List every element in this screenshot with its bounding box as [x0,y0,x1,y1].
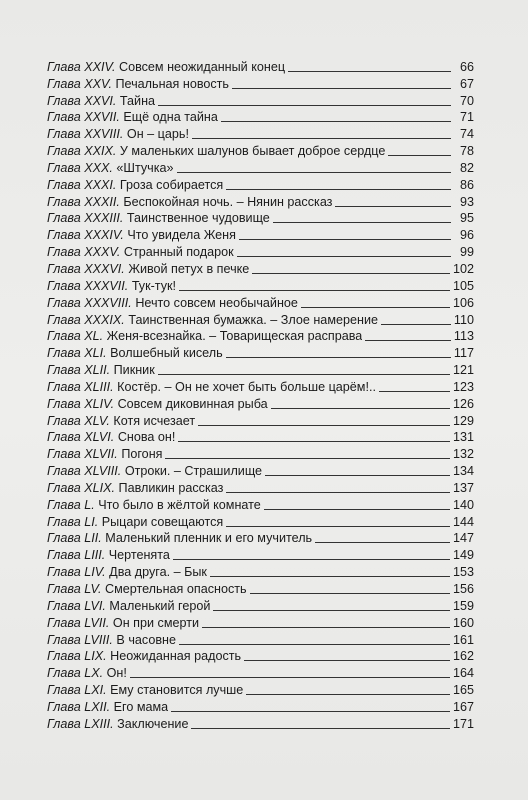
chapter-title: Погоня [121,447,163,462]
leader-line [179,290,450,291]
leader-line [221,121,451,122]
chapter-number: Глава LIX. [47,649,107,664]
page-number: 153 [452,565,474,580]
chapter-title: Таинственная бумажка. – Злое намерение [128,312,378,327]
chapter-title: «Штучка» [116,160,174,175]
leader-line [198,425,450,426]
leader-line [239,239,451,240]
page-number: 159 [452,598,474,613]
chapter-number: Глава XXVIII. [47,127,124,142]
chapter-title: Волшебный кисель [110,346,223,361]
chapter-title: Отроки. – Страшилище [124,464,263,479]
chapter-title: Живой петух в печке [128,261,250,276]
chapter-number: Глава XLVII. [47,447,118,462]
chapter-number: Глава LVI. [47,598,106,613]
page-number: 117 [453,346,474,361]
toc-entry [47,226,474,243]
leader-line [177,172,451,173]
page-number: 123 [452,379,474,394]
page-number: 149 [452,548,474,563]
page-number: 82 [459,160,474,175]
chapter-title: Чертенята [108,548,170,563]
chapter-title: Совсем диковинная рыба [117,396,268,411]
toc-entry [47,277,474,294]
chapter-number: Глава XXXVI. [47,261,125,276]
page-number: 132 [452,447,474,462]
leader-line [226,189,451,190]
chapter-number: Глава XLVIII. [47,464,122,479]
toc-entry [47,109,474,126]
toc-entry [47,715,474,732]
chapter-number: Глава XL. [47,329,104,344]
toc-entry [47,664,474,681]
chapter-number: Глава XXIX. [47,144,117,159]
page-number: 134 [452,464,474,479]
leader-line [210,576,450,577]
toc-entry [47,210,474,227]
toc-entry [47,125,474,142]
toc-entry [47,462,474,479]
toc-entry [47,479,474,496]
chapter-number: Глава XXXV. [47,245,121,260]
toc-entry [47,243,474,260]
chapter-number: Глава XXVI. [47,93,117,108]
chapter-title: Он! [106,666,127,681]
chapter-title: Маленький герой [109,598,211,613]
leader-line [232,88,451,89]
chapter-number: Глава XLV. [47,413,110,428]
chapter-number: Глава XLIV. [47,396,115,411]
leader-line [264,509,450,510]
leader-line [388,155,451,156]
page-number: 74 [459,127,474,142]
leader-line [288,71,451,72]
toc-entry [47,429,474,446]
page-number: 70 [459,93,474,108]
chapter-number: Глава XXXI. [47,177,117,192]
toc-entry [47,546,474,563]
chapter-title: Ещё одна тайна [123,110,218,125]
leader-line [173,559,450,560]
leader-line [192,138,451,139]
chapter-number: Глава LII. [47,531,102,546]
chapter-number: Глава LIV. [47,565,106,580]
toc-entry [47,614,474,631]
page-number: 171 [452,716,474,731]
chapter-title: Заключение [117,716,189,731]
chapter-number: Глава LV. [47,582,102,596]
toc-entry [47,378,474,395]
toc-entry [47,159,474,176]
chapter-number: Глава XXXIII. [47,211,124,226]
leader-line [273,222,451,223]
toc-entry [47,631,474,648]
chapter-number: Глава XXVII. [47,110,120,125]
toc-entry [47,142,474,159]
page-number: 140 [452,497,474,512]
toc-entry [47,681,474,698]
chapter-title: Что увидела Женя [127,228,236,243]
page-number: 95 [459,211,474,226]
chapter-title: В часовне [116,632,176,647]
chapter-title: Рыцари совещаются [101,514,224,529]
leader-line [250,593,450,594]
toc-entry [47,361,474,378]
page-number: 78 [459,144,474,159]
leader-line [265,475,450,476]
chapter-title: Беспокойная ночь. – Нянин рассказ [123,194,333,209]
page-number: 165 [452,683,474,698]
chapter-number: Глава XXIV. [47,59,116,74]
chapter-title: Тайна [119,93,156,108]
leader-line [158,374,450,375]
toc-entry [47,294,474,311]
page-number: 71 [459,110,474,125]
toc-entry [47,496,474,513]
chapter-number: Глава XLIII. [47,379,114,394]
toc-entry [47,445,474,462]
leader-line [271,408,450,409]
chapter-number: Глава XLII. [47,363,111,378]
leader-line [202,627,450,628]
chapter-title: Его мама [113,699,169,714]
page-number: 126 [452,396,474,411]
toc-entry [47,563,474,580]
chapter-title: У маленьких шалунов бывает доброе сердце [119,144,386,159]
page-number: 137 [452,480,474,495]
leader-line [226,357,451,358]
page-number: 67 [459,76,474,91]
chapter-title: Женя-всезнайка. – Товарищеская расправа [106,329,363,344]
page-number: 129 [452,413,474,428]
chapter-number: Глава XLIX. [47,480,116,495]
toc-entry [47,395,474,412]
chapter-number: Глава LXIII. [47,716,114,731]
chapter-number: Глава L. [47,497,95,512]
chapter-number: Глава XLVI. [47,430,115,445]
toc-entry [47,597,474,614]
chapter-title: Котя исчезает [113,413,196,428]
leader-line [213,610,450,611]
page-number: 160 [452,615,474,630]
chapter-title: Маленький пленник и его мучитель [105,531,313,546]
leader-line [244,660,450,661]
leader-line [226,492,450,493]
table-of-contents [47,58,474,732]
chapter-number: Глава XXXVII. [47,278,129,293]
page-number: 105 [452,278,474,293]
toc-entry [47,530,474,547]
leader-line [130,677,450,678]
leader-line [179,644,450,645]
page-number: 93 [459,194,474,209]
toc-entry [47,311,474,328]
page-number: 164 [452,666,474,681]
leader-line [315,542,450,543]
toc-entry [47,75,474,92]
leader-line [381,324,451,325]
toc-entry [47,58,474,75]
page-number: 162 [452,649,474,664]
toc-entry [47,412,474,429]
leader-line [335,206,451,207]
leader-line [226,526,450,527]
leader-line [165,458,450,459]
page-number: 110 [453,312,474,327]
chapter-number: Глава XLI. [47,346,107,361]
chapter-number: Глава LVII. [47,615,110,630]
chapter-title: Совсем неожиданный конец [118,59,286,74]
chapter-title: Печальная новость [115,76,229,91]
chapter-title: Пикник [113,363,155,378]
chapter-title: Костёр. – Он не хочет быть больше царём!.. [117,379,376,394]
chapter-number: Глава LXII. [47,699,111,714]
page-number: 106 [452,295,474,310]
chapter-title: Два друга. – Бык [109,565,207,580]
toc-entry [47,260,474,277]
leader-line [252,273,450,274]
toc-entry [47,193,474,210]
page-number: 86 [459,177,474,192]
toc-entry [47,92,474,109]
leader-line [191,728,450,729]
page-number: 121 [452,363,474,378]
page-number: 147 [452,531,474,546]
toc-entry [47,698,474,715]
chapter-title: Он при смерти [112,615,200,630]
toc-entry [47,328,474,345]
chapter-number: Глава LIII. [47,548,106,563]
leader-line [237,256,451,257]
toc-entry [47,344,474,361]
chapter-title: Он – царь! [126,127,189,142]
toc-entry [47,580,474,597]
chapter-title: Смертельная опасность [104,582,247,596]
chapter-number: Глава LX. [47,666,104,681]
page-number: 156 [452,582,474,596]
page-number: 144 [452,514,474,529]
page-number: 99 [459,245,474,260]
page-number: 161 [452,632,474,647]
chapter-number: Глава XXXIV. [47,228,124,243]
chapter-title: Неожиданная радость [110,649,242,664]
leader-line [379,391,450,392]
page-number: 102 [452,261,474,276]
chapter-number: Глава XXXIX. [47,312,125,327]
chapter-number: Глава XXV. [47,76,112,91]
chapter-title: Странный подарок [123,245,234,260]
toc-entry [47,176,474,193]
chapter-number: Глава LXI. [47,683,107,698]
chapter-number: Глава LVIII. [47,632,113,647]
chapter-number: Глава XXXII. [47,194,120,209]
toc-entry [47,513,474,530]
chapter-title: Павликин рассказ [118,480,224,495]
leader-line [171,711,450,712]
page-number: 113 [453,329,474,344]
chapter-title: Нечто совсем необычайное [135,295,298,310]
chapter-number: Глава XXX. [47,160,113,175]
leader-line [246,694,450,695]
chapter-title: Снова он! [117,430,176,445]
leader-line [365,340,451,341]
page-number: 96 [459,228,474,243]
chapter-title: Ему становится лучше [110,683,244,698]
chapter-number: Глава LI. [47,514,99,529]
chapter-title: Тук-тук! [131,278,177,293]
page-number: 167 [452,699,474,714]
toc-entry [47,648,474,665]
leader-line [178,441,450,442]
chapter-title: Гроза собирается [119,177,224,192]
chapter-title: Что было в жёлтой комнате [98,497,261,512]
leader-line [301,307,450,308]
chapter-number: Глава XXXVIII. [47,295,132,310]
page-number: 131 [452,430,474,445]
leader-line [158,105,451,106]
page-number: 66 [459,59,474,74]
chapter-title: Таинственное чудовище [126,211,270,226]
